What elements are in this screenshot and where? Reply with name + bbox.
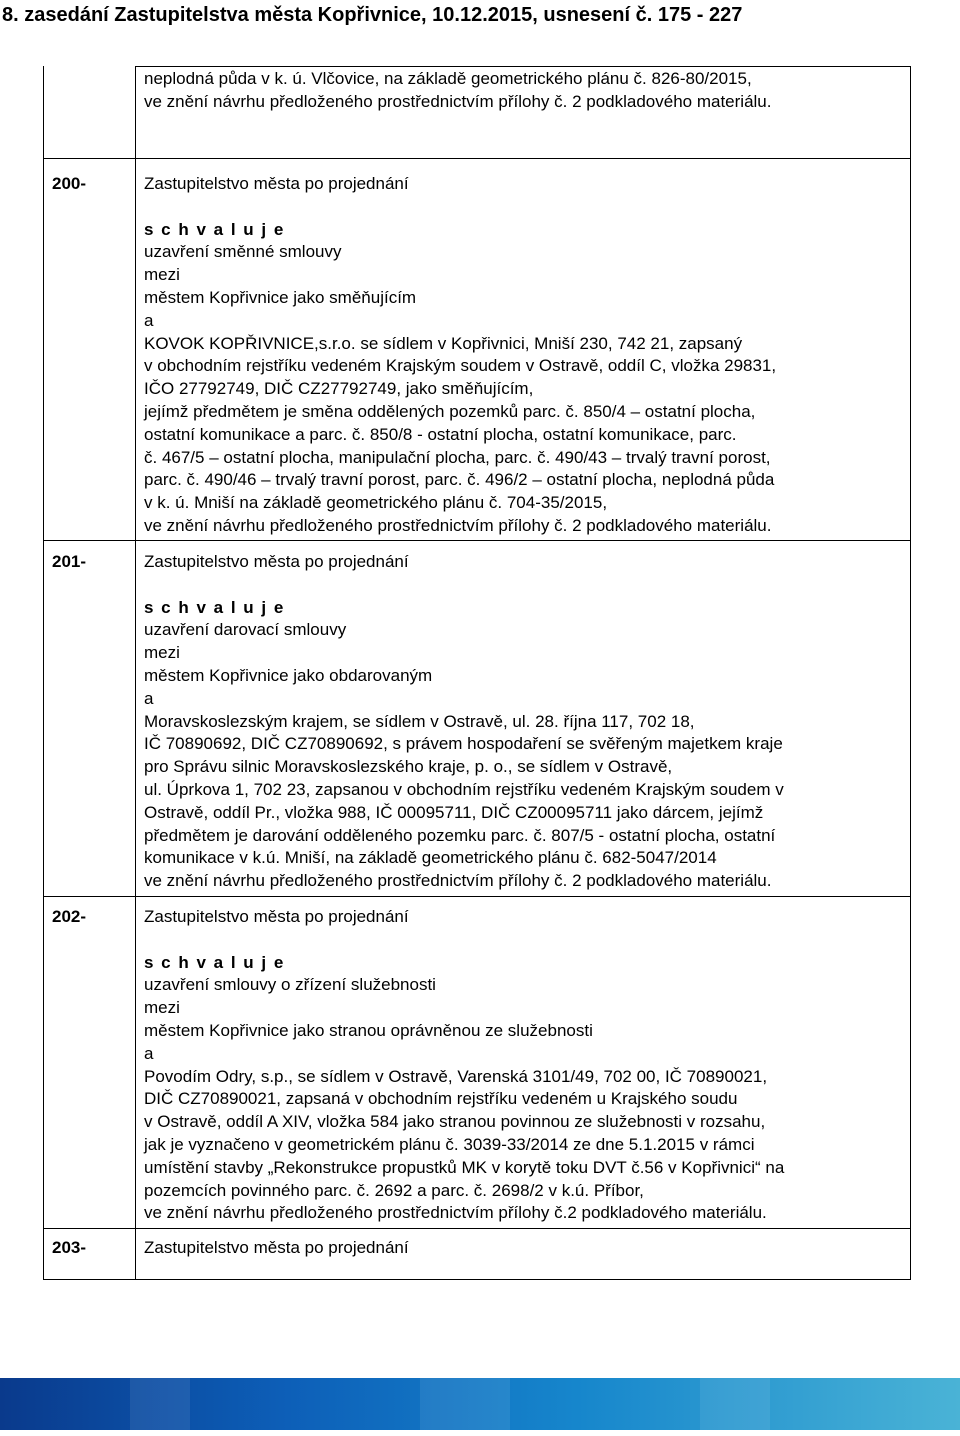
resolution-line: a bbox=[144, 688, 154, 708]
resolution-line: a bbox=[144, 1043, 154, 1063]
resolution-line: IČ 70890692, DIČ CZ70890692, s právem hospodaření se svěřeným majetkem kraje bbox=[144, 734, 783, 754]
resolution-line bbox=[144, 574, 904, 597]
resolution-line: DIČ CZ70890021, zapsaná v obchodním rejstříku vedeném u Krajského soudu bbox=[144, 1089, 738, 1109]
resolution-line: městem Kopřivnice jako směňujícím bbox=[144, 287, 417, 307]
footer-stripe bbox=[130, 1378, 190, 1430]
row-divider bbox=[43, 540, 911, 541]
resolution-line: mezi bbox=[144, 998, 180, 1018]
resolution-line: a bbox=[144, 310, 154, 330]
resolution-line: jejímž předmětem je směna oddělených pozemků parc. č. 850/4 – ostatní plocha, bbox=[144, 401, 756, 421]
footer-stripe bbox=[700, 1378, 770, 1430]
resolution-line: Zastupitelstvo města po projednání bbox=[144, 174, 409, 193]
resolution-line: Zastupitelstvo města po projednání bbox=[144, 907, 409, 926]
resolution-line: městem Kopřivnice jako stranou oprávněnou ze služebnosti bbox=[144, 1020, 593, 1040]
resolution-line: uzavření darovací smlouvy bbox=[144, 620, 347, 640]
resolution-line: v Ostravě, oddíl A XIV, vložka 584 jako stranou povinnou ze služebnosti v rozsahu, bbox=[144, 1112, 766, 1132]
row-divider bbox=[43, 896, 911, 897]
row-divider bbox=[43, 1228, 911, 1229]
resolution-number: 203- bbox=[52, 1238, 87, 1257]
resolution-line: ve znění návrhu předloženého prostřednictvím přílohy č. 2 podkladového materiálu. bbox=[144, 515, 772, 535]
resolution-line: předmětem je darování odděleného pozemku parc. č. 807/5 - ostatní plocha, ostatní bbox=[144, 825, 776, 845]
resolution-line: Moravskoslezským krajem, se sídlem v Ostravě, ul. 28. října 117, 702 18, bbox=[144, 711, 695, 731]
resolution-line bbox=[144, 929, 904, 952]
resolution-line: v obchodním rejstříku vedeném Krajským soudem v Ostravě, oddíl C, vložka 29831, bbox=[144, 356, 777, 376]
resolution-line: mezi bbox=[144, 265, 180, 285]
resolution-line: ostatní komunikace a parc. č. 850/8 - ostatní plocha, ostatní komunikace, parc. bbox=[144, 424, 737, 444]
resolution-number: 201- bbox=[52, 552, 87, 571]
intro-text bbox=[144, 68, 904, 114]
resolution-line: městem Kopřivnice jako obdarovaným bbox=[144, 665, 433, 685]
resolution-text bbox=[144, 906, 904, 1225]
resolution-line: ve znění návrhu předloženého prostřednictvím přílohy č.2 podkladového materiálu. bbox=[144, 1203, 767, 1223]
resolution-table bbox=[43, 66, 911, 1280]
resolution-verb: s c h v a l u j e bbox=[144, 219, 285, 239]
column-divider bbox=[135, 66, 136, 1279]
row-divider bbox=[43, 158, 911, 159]
resolution-text bbox=[144, 173, 904, 538]
resolution-line: Zastupitelstvo města po projednání bbox=[144, 1238, 409, 1257]
resolution-number: 202- bbox=[52, 907, 87, 926]
resolution-line: pro Správu silnic Moravskoslezského kraje, p. o., se sídlem v Ostravě, bbox=[144, 757, 673, 777]
footer-stripe bbox=[420, 1378, 510, 1430]
resolution-line: komunikace v k.ú. Mniší, na základě geometrického plánu č. 682-5047/2014 bbox=[144, 848, 717, 868]
resolution-text bbox=[144, 1237, 904, 1260]
resolution-line: Povodím Odry, s.p., se sídlem v Ostravě, Varenská 3101/49, 702 00, IČ 70890021, bbox=[144, 1066, 768, 1086]
resolution-line: mezi bbox=[144, 643, 180, 663]
resolution-line: uzavření smlouvy o zřízení služebnosti bbox=[144, 975, 436, 995]
resolution-line: KOVOK KOPŘIVNICE,s.r.o. se sídlem v Kopřivnici, Mniší 230, 742 21, zapsaný bbox=[144, 333, 743, 353]
resolution-verb: s c h v a l u j e bbox=[144, 952, 285, 972]
intro-line: neplodná půda v k. ú. Vlčovice, na základě geometrického plánu č. 826-80/2015, bbox=[144, 69, 752, 88]
resolution-text bbox=[144, 551, 904, 893]
resolution-line: ve znění návrhu předloženého prostřednictvím přílohy č. 2 podkladového materiálu. bbox=[144, 871, 772, 891]
resolution-line: jak je vyznačeno v geometrickém plánu č. 3039-33/2014 ze dne 5.1.2015 v rámci bbox=[144, 1134, 755, 1154]
resolution-number: 200- bbox=[52, 174, 87, 193]
resolution-line: parc. č. 490/46 – trvalý travní porost, parc. č. 496/2 – ostatní plocha, neplodná půda bbox=[144, 470, 775, 490]
resolution-line: pozemcích povinného parc. č. 2692 a parc. č. 2698/2 v k.ú. Příbor, bbox=[144, 1180, 644, 1200]
resolution-line: Zastupitelstvo města po projednání bbox=[144, 552, 409, 571]
resolution-line: v k. ú. Mniší na základě geometrického plánu č. 704-35/2015, bbox=[144, 493, 608, 513]
intro-line: ve znění návrhu předloženého prostřednictvím přílohy č. 2 podkladového materiálu. bbox=[144, 91, 772, 111]
footer-brand-bar bbox=[0, 1378, 960, 1430]
resolution-line: uzavření směnné smlouvy bbox=[144, 242, 342, 262]
resolution-line: Ostravě, oddíl Pr., vložka 988, IČ 00095711, DIČ CZ00095711 jako dárcem, jejímž bbox=[144, 802, 764, 822]
resolution-line bbox=[144, 196, 904, 219]
resolution-line: č. 467/5 – ostatní plocha, manipulační plocha, parc. č. 490/43 – trvalý travní porost, bbox=[144, 447, 771, 467]
resolution-line: IČO 27792749, DIČ CZ27792749, jako směňujícím, bbox=[144, 379, 534, 399]
page-title: 8. zasedání Zastupitelstva města Kopřivnice, 10.12.2015, usnesení č. 175 - 227 bbox=[2, 4, 743, 26]
resolution-verb: s c h v a l u j e bbox=[144, 597, 285, 617]
resolution-line: ul. Úprkova 1, 702 23, zapsanou v obchodním rejstříku vedeném Krajským soudem v bbox=[144, 779, 784, 799]
resolution-line: umístění stavby „Rekonstrukce propustků MK v korytě toku DVT č.56 v Kopřivnici“ na bbox=[144, 1157, 785, 1177]
table-top-border bbox=[135, 66, 911, 67]
